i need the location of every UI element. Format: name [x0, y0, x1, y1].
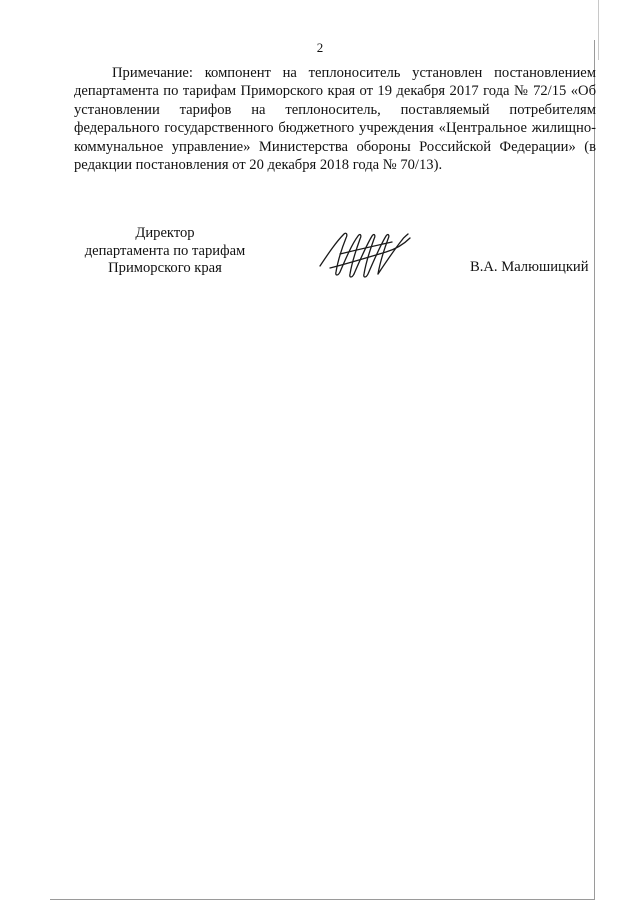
scan-edge-bottom: [50, 899, 595, 900]
signer-title-line-1: Директор: [135, 225, 195, 241]
page-number: 2: [316, 40, 324, 55]
note-paragraph: Примечание: компонент на теплоноситель установлен постановлением департамента по тарифам Приморского края от 19 декабря 2017 года № 72/15 «Об установлении тарифов на теплоноситель, поставляемый потребителям федерального государственного бюджетного учреждения «Центральное жилищно-коммунальное управление» Министерства обороны Российской Федерации» (в редакции постановления от 20 декабря 2018 года № 70/13).: [74, 65, 596, 174]
signer-title-line-3: Приморского края: [108, 260, 222, 276]
handwritten-signature: [316, 224, 412, 284]
signer-position: [60, 225, 270, 278]
signer-name: В.А. Малюшицкий: [470, 259, 589, 275]
signer-title-line-2: департамента по тарифам: [84, 242, 246, 259]
